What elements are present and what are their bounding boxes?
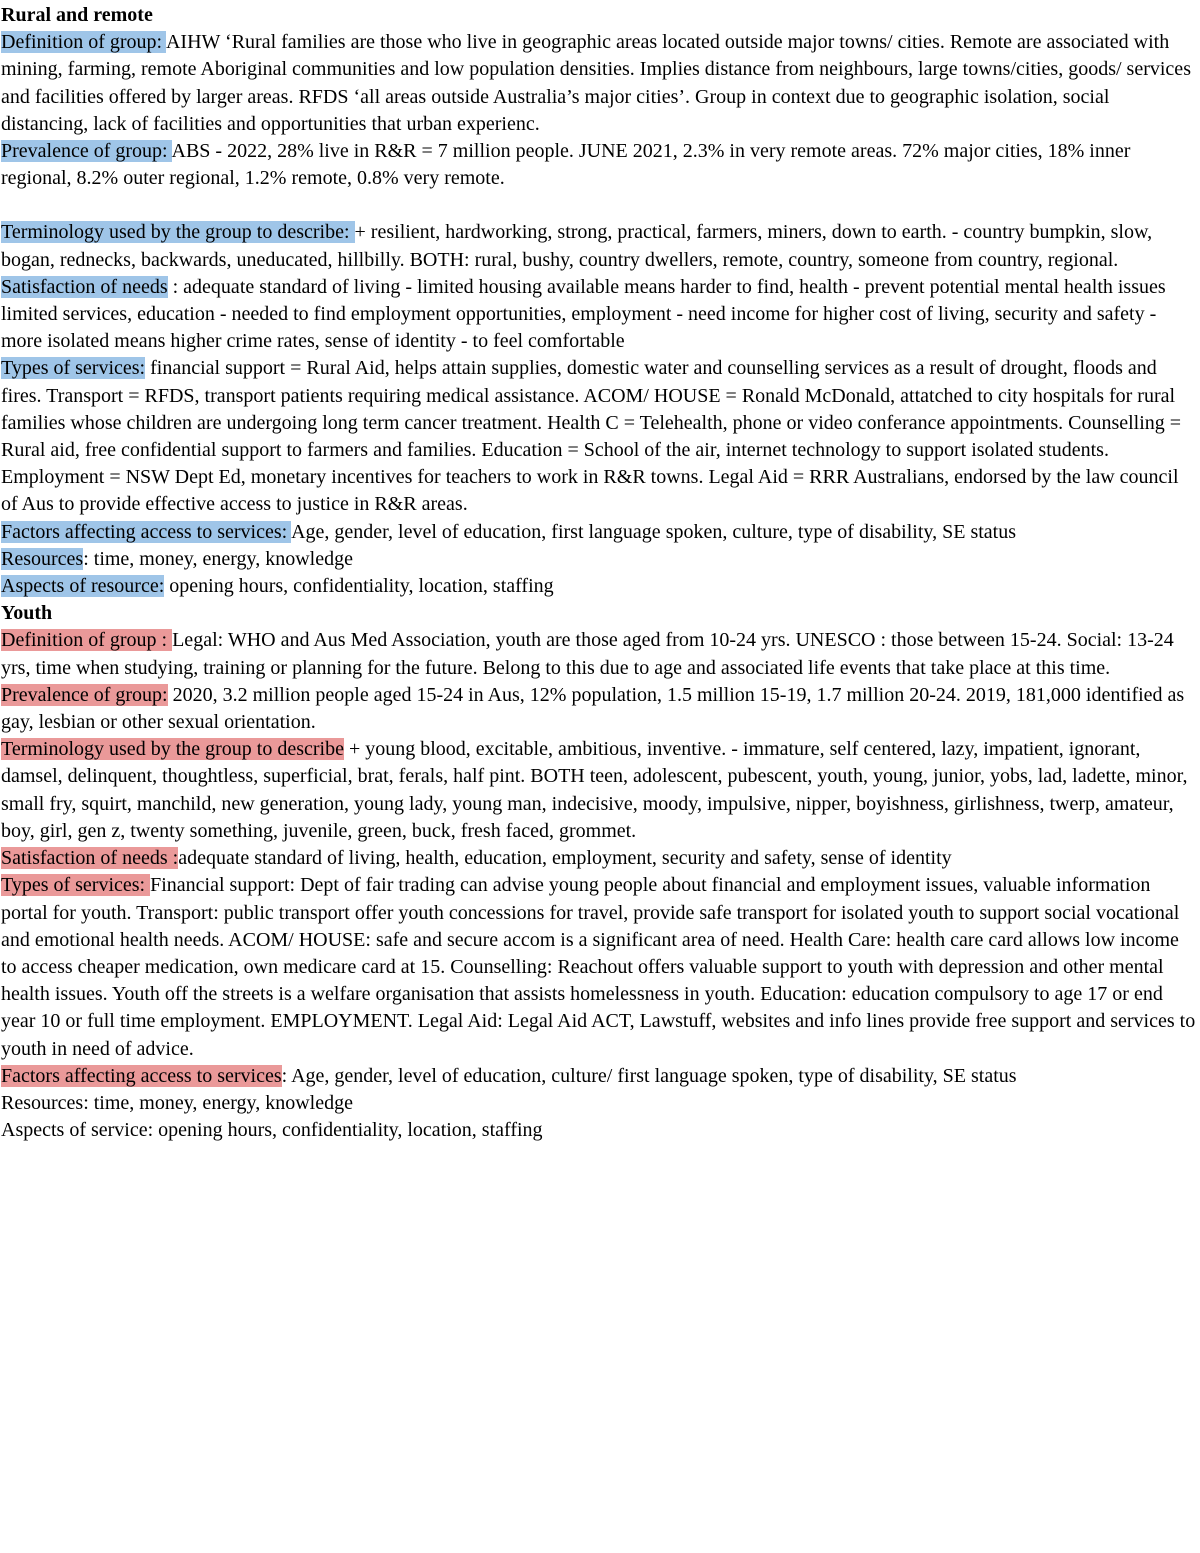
- resources-entry: [1, 546, 1197, 573]
- highlighted-label: Terminology used by the group to describe: [1, 738, 344, 761]
- satisfaction-entry: [1, 845, 1197, 872]
- highlighted-label: Prevalence of group:: [1, 140, 172, 163]
- highlighted-label: Factors affecting access to services:: [1, 520, 292, 543]
- entry-text: Financial support: Dept of fair trading can advise young people about financial and employment issues, valuable information portal for youth. Transport: public transport offer youth concessions for travel, provide safe transport for isolated youth to support social vocational and emotional health needs. ACOM/ HOUSE: safe and secure accom is a significant area of need. Health Care: health care card allows low income to access cheaper medication, own medicare card at 15. Counselling: Reachout offers valuable support to youth with depression and other mental health issues. Youth off the streets is a welfare organisation that assists homelessness in youth. Education: education compulsory to age 17 or end year 10 or full time employment. EMPLOYMENT. Legal Aid: Legal Aid ACT, Lawstuff, websites and info lines provide free support and services to youth in need of advice.: [1, 874, 1196, 1060]
- highlighted-label: Satisfaction of needs :: [1, 847, 179, 870]
- definition-entry: [1, 29, 1197, 138]
- access-factors-entry: [1, 519, 1197, 546]
- entry-text: ABS - 2022, 28% live in R&R = 7 million people. JUNE 2021, 2.3% in very remote areas. 72% major cities, 18% inner regional, 8.2% outer regional, 1.2% remote, 0.8% very remote.: [1, 140, 1131, 190]
- highlighted-label: Factors affecting access to services: [1, 1064, 282, 1087]
- entry-text: + young blood, excitable, ambitious, inventive. - immature, self centered, lazy, impatient, ignorant, damsel, delinquent, thoughtless, superficial, brat, ferals, half pint. BOTH teen, adolescent, pubescent, youth, young, junior, yobs, lad, ladette, minor, small fry, squirt, manchild, new generation, young lady, young man, indecisive, moody, impulsive, nipper, boyishness, girlishness, twerp, amateur, boy, girl, gen z, twenty something, juvenile, green, buck, fresh faced, grommet.: [1, 738, 1188, 842]
- entry-text: : Age, gender, level of education, culture/ first language spoken, type of disability, SE status: [281, 1064, 1017, 1087]
- entry-text: financial support = Rural Aid, helps attain supplies, domestic water and counselling services as a result of drought, floods and fires. Transport = RFDS, transport patients requiring medical assistance. ACOM/ HOUSE = Ronald McDonald, attatched to city hospitals for rural families whose children are undergoing long term cancer treatment. Health C = Telehealth, phone or video conferance appointments. Counselling = Rural aid, free confidential support to farmers and families. Education = School of the air, internet technology to support isolated students. Employment = NSW Dept Ed, monetary incentives for teachers to work in R&R towns. Legal Aid = RRR Australians, endorsed by the law council of Aus to provide effective access to justice in R&R areas.: [1, 357, 1182, 516]
- entry-text: Age, gender, level of education, first language spoken, culture, type of disability, SE status: [291, 520, 1017, 543]
- section-youth: [1, 600, 1197, 1144]
- entry-text: Resources: time, money, energy, knowledge: [1, 1091, 353, 1114]
- entry-text: Legal: WHO and Aus Med Association, youth are those aged from 10-24 yrs. UNESCO : those between 15-24. Social: 13-24 yrs, time when studying, training or planning for the future. Belong to this due to age and associated life events that take place at this time.: [1, 629, 1174, 679]
- services-entry: [1, 872, 1197, 1062]
- entry-text: : adequate standard of living - limited housing available means harder to find, health - prevent potential mental health issues limited services, education - needed to find employment opportunities, employment - need income for higher cost of living, security and safety - more isolated means higher crime rates, sense of identity - to feel comfortable: [1, 275, 1166, 353]
- satisfaction-entry: [1, 274, 1197, 356]
- section-heading: Youth: [1, 602, 53, 625]
- services-entry: [1, 355, 1197, 518]
- highlighted-label: Types of services:: [1, 357, 146, 380]
- section-heading: Rural and remote: [1, 4, 153, 26]
- highlighted-label: Prevalence of group:: [1, 683, 168, 706]
- resources-entry: [1, 1090, 1197, 1117]
- prevalence-entry: [1, 682, 1197, 736]
- highlighted-label: Satisfaction of needs: [1, 275, 168, 298]
- aspects-entry: [1, 1117, 1197, 1144]
- prevalence-entry: [1, 138, 1197, 192]
- entry-text: + resilient, hardworking, strong, practical, farmers, miners, down to earth. - country bumpkin, slow, bogan, rednecks, backwards, uneducated, hillbilly. BOTH: rural, bushy, country dwellers, remote, country, someone from country, regional.: [1, 221, 1153, 271]
- highlighted-label: Terminology used by the group to describe:: [1, 221, 355, 244]
- highlighted-label: Aspects of resource:: [1, 575, 165, 598]
- highlighted-label: Types of services:: [1, 874, 151, 897]
- highlighted-label: Definition of group:: [1, 31, 166, 54]
- entry-text: Aspects of service: opening hours, confidentiality, location, staffing: [1, 1119, 543, 1142]
- access-factors-entry: [1, 1063, 1197, 1090]
- section-rural-remote: [1, 2, 1197, 600]
- entry-text: 2020, 3.2 million people aged 15-24 in Aus, 12% population, 1.5 million 15-19, 1.7 million 20-24. 2019, 181,000 identified as gay, lesbian or other sexual orientation.: [1, 683, 1185, 734]
- entry-text: : time, money, energy, knowledge: [83, 547, 353, 570]
- definition-entry: [1, 627, 1197, 681]
- entry-text: AIHW ‘Rural families are those who live in geographic areas located outside major towns/ cities. Remote are associated with mining, farming, remote Aboriginal communities and low population densities. Implies distance from neighbours, large towns/cities, goods/ services and facilities offered by larger areas. RFDS ‘all areas outside Australia’s major cities’. Group in context due to geographic isolation, social distancing, lack of facilities and opportunities that urban experienc.: [1, 31, 1191, 135]
- highlighted-label: Resources: [1, 547, 84, 570]
- terminology-entry: [1, 736, 1197, 845]
- aspects-entry: [1, 573, 1197, 600]
- highlighted-label: Definition of group :: [1, 629, 173, 652]
- terminology-entry: [1, 219, 1197, 273]
- entry-text: opening hours, confidentiality, location, staffing: [164, 575, 554, 598]
- entry-text: adequate standard of living, health, education, employment, security and safety, sense of identity: [178, 847, 952, 870]
